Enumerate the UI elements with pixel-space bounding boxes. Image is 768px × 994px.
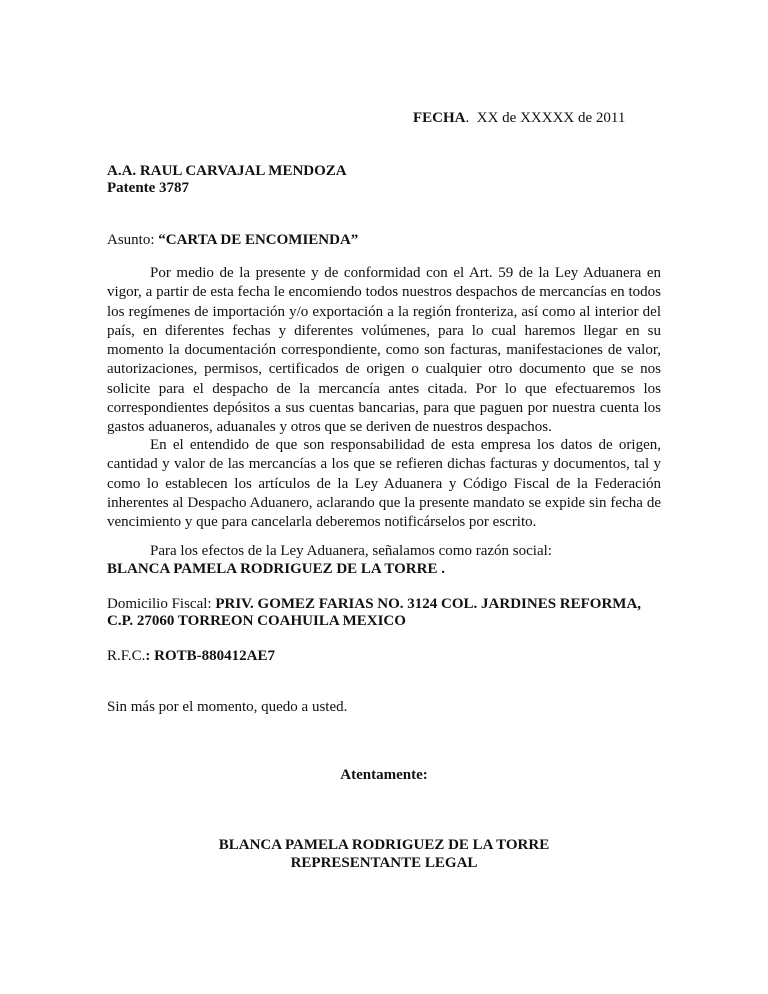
- date-value: XX de XXXXX de 2011: [476, 110, 626, 126]
- rfc-value: : ROTB-880412AE7: [145, 648, 275, 664]
- fiscal-line-2: C.P. 27060 TORREON COAHUILA MEXICO: [107, 613, 406, 629]
- regards-line: Atentamente:: [340, 767, 428, 783]
- subject-value: “CARTA DE ENCOMIENDA”: [158, 232, 359, 248]
- addressee-name: A.A. RAUL CARVAJAL MENDOZA: [107, 163, 347, 179]
- fiscal-address: [107, 596, 667, 613]
- date-separator: .: [465, 110, 470, 126]
- body-paragraph-2: En el entendido de que son responsabilidad de esta empresa los datos de origen, cantidad y valor de las mercancías a los que se refieren dichas facturas y documentos, tal y como lo establecen los artículos de la Ley Aduanera y Código Fiscal de la Federación inherentes al Despacho Aduanero, aclarando que la presente mandato se expide sin fecha de vencimiento y que para cancelarla deberemos notificárselos por escrito.: [107, 437, 661, 531]
- addressee-patent: Patente 3787: [107, 180, 190, 196]
- body-paragraph-1: Por medio de la presente y de conformidad con el Art. 59 de la Ley Aduanera en vigor, a partir de esta fecha le encomiendo todos nuestros despachos de mercancías en todos los regímenes de importación y/o exportación a la región fronteriza, así como al interior del país, en diferentes fechas y diferentes volúmenes, para lo cual haremos llegar en su momento la documentación correspondiente, como son facturas, manifestaciones de valor, autorizaciones, permisos, certificados de origen o cualquier otro documento que se nos solicite para el despacho de la mercancía antes citada. Por lo que efectuaremos los correspondientes depósitos a sus cuentas bancarias, para que paguen por nuestra cuenta los gastos aduaneros, aduanales y otros que se deriven de nuestros despachos.: [107, 265, 661, 436]
- signature-name: BLANCA PAMELA RODRIGUEZ DE LA TORRE: [218, 837, 550, 853]
- date-line: [413, 110, 625, 127]
- rfc-line: [107, 648, 275, 665]
- date-label: FECHA: [413, 110, 466, 126]
- fiscal-line-1: PRIV. GOMEZ FARIAS NO. 3124 COL. JARDINES REFORMA,: [215, 596, 642, 612]
- company-name: BLANCA PAMELA RODRIGUEZ DE LA TORRE .: [107, 561, 445, 577]
- subject-label: Asunto:: [107, 232, 159, 248]
- body-paragraph-3: Para los efectos de la Ley Aduanera, señalamos como razón social:: [150, 543, 552, 559]
- signature-title: REPRESENTANTE LEGAL: [290, 855, 478, 871]
- subject-line: [107, 232, 358, 249]
- closing-line: Sin más por el momento, quedo a usted.: [107, 699, 348, 715]
- fiscal-label: Domicilio Fiscal:: [107, 596, 216, 612]
- rfc-label: R.F.C.: [107, 648, 146, 664]
